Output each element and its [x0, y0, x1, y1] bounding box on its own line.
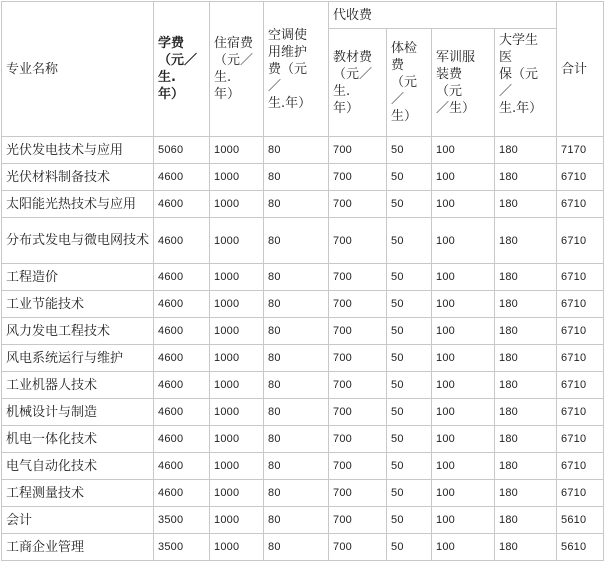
cell-total: 6710	[557, 345, 604, 372]
cell-tuition: 4600	[154, 291, 210, 318]
table-row	[2, 372, 604, 399]
cell-lodging: 1000	[210, 345, 264, 372]
cell-military: 100	[432, 164, 495, 191]
cell-tuition: 4600	[154, 264, 210, 291]
cell-ac: 80	[264, 137, 329, 164]
table-row	[2, 480, 604, 507]
cell-lodging: 1000	[210, 291, 264, 318]
cell-lodging: 1000	[210, 426, 264, 453]
cell-textbook: 700	[329, 345, 387, 372]
cell-textbook: 700	[329, 372, 387, 399]
table-row	[2, 534, 604, 561]
cell-major: 风力发电工程技术	[2, 318, 154, 345]
cell-ac: 80	[264, 453, 329, 480]
cell-lodging: 1000	[210, 372, 264, 399]
cell-physical: 50	[387, 218, 432, 264]
cell-lodging: 1000	[210, 164, 264, 191]
cell-military: 100	[432, 372, 495, 399]
cell-ac: 80	[264, 264, 329, 291]
cell-textbook: 700	[329, 318, 387, 345]
cell-military: 100	[432, 264, 495, 291]
cell-tuition: 4600	[154, 372, 210, 399]
cell-ac: 80	[264, 218, 329, 264]
cell-lodging: 1000	[210, 191, 264, 218]
cell-lodging: 1000	[210, 264, 264, 291]
cell-total: 6710	[557, 480, 604, 507]
cell-major: 工程测量技术	[2, 480, 154, 507]
header-lodging: 住宿费 （元／ 生. 年）	[210, 2, 264, 137]
header-insurance: 大学生 医 保（元 ／ 生.年）	[495, 29, 557, 137]
cell-military: 100	[432, 137, 495, 164]
cell-military: 100	[432, 426, 495, 453]
cell-physical: 50	[387, 399, 432, 426]
cell-ac: 80	[264, 507, 329, 534]
cell-insurance: 180	[495, 453, 557, 480]
cell-physical: 50	[387, 137, 432, 164]
cell-total: 6710	[557, 264, 604, 291]
cell-insurance: 180	[495, 534, 557, 561]
table-row	[2, 453, 604, 480]
cell-major: 工业机器人技术	[2, 372, 154, 399]
cell-major: 工业节能技术	[2, 291, 154, 318]
cell-textbook: 700	[329, 291, 387, 318]
cell-textbook: 700	[329, 399, 387, 426]
cell-tuition: 4600	[154, 426, 210, 453]
cell-lodging: 1000	[210, 399, 264, 426]
cell-textbook: 700	[329, 453, 387, 480]
cell-ac: 80	[264, 426, 329, 453]
cell-military: 100	[432, 534, 495, 561]
cell-lodging: 1000	[210, 534, 264, 561]
header-tuition: 学费 （元／ 生. 年）	[154, 2, 210, 137]
cell-total: 6710	[557, 164, 604, 191]
cell-military: 100	[432, 291, 495, 318]
cell-physical: 50	[387, 507, 432, 534]
cell-major: 机电一体化技术	[2, 426, 154, 453]
cell-total: 6710	[557, 453, 604, 480]
cell-physical: 50	[387, 453, 432, 480]
cell-insurance: 180	[495, 372, 557, 399]
cell-insurance: 180	[495, 264, 557, 291]
cell-physical: 50	[387, 426, 432, 453]
cell-ac: 80	[264, 345, 329, 372]
cell-physical: 50	[387, 372, 432, 399]
table-row	[2, 218, 604, 264]
cell-lodging: 1000	[210, 453, 264, 480]
header-textbook: 教材费 （元／ 生. 年）	[329, 29, 387, 137]
cell-major: 太阳能光热技术与应用	[2, 191, 154, 218]
cell-ac: 80	[264, 399, 329, 426]
cell-textbook: 700	[329, 164, 387, 191]
cell-insurance: 180	[495, 399, 557, 426]
cell-insurance: 180	[495, 507, 557, 534]
cell-ac: 80	[264, 480, 329, 507]
table-row	[2, 264, 604, 291]
cell-major: 工商企业管理	[2, 534, 154, 561]
cell-textbook: 700	[329, 480, 387, 507]
cell-insurance: 180	[495, 137, 557, 164]
header-total: 合计	[557, 2, 604, 137]
cell-insurance: 180	[495, 191, 557, 218]
header-physical: 体检 费 （元 ／ 生）	[387, 29, 432, 137]
table-row	[2, 399, 604, 426]
cell-lodging: 1000	[210, 137, 264, 164]
cell-total: 6710	[557, 426, 604, 453]
cell-tuition: 3500	[154, 507, 210, 534]
table-row	[2, 164, 604, 191]
cell-physical: 50	[387, 164, 432, 191]
cell-tuition: 4600	[154, 399, 210, 426]
cell-total: 6710	[557, 399, 604, 426]
cell-major: 光伏发电技术与应用	[2, 137, 154, 164]
cell-insurance: 180	[495, 291, 557, 318]
cell-ac: 80	[264, 318, 329, 345]
cell-tuition: 4600	[154, 318, 210, 345]
cell-textbook: 700	[329, 191, 387, 218]
cell-military: 100	[432, 399, 495, 426]
table-row	[2, 291, 604, 318]
cell-lodging: 1000	[210, 507, 264, 534]
cell-total: 6710	[557, 318, 604, 345]
cell-tuition: 4600	[154, 345, 210, 372]
cell-insurance: 180	[495, 218, 557, 264]
table-row	[2, 191, 604, 218]
cell-tuition: 4600	[154, 218, 210, 264]
cell-lodging: 1000	[210, 318, 264, 345]
cell-tuition: 4600	[154, 164, 210, 191]
cell-major: 分布式发电与微电网技术	[2, 218, 154, 264]
cell-total: 6710	[557, 218, 604, 264]
cell-ac: 80	[264, 372, 329, 399]
cell-textbook: 700	[329, 507, 387, 534]
cell-lodging: 1000	[210, 480, 264, 507]
cell-physical: 50	[387, 318, 432, 345]
cell-physical: 50	[387, 345, 432, 372]
cell-military: 100	[432, 345, 495, 372]
cell-total: 6710	[557, 191, 604, 218]
cell-military: 100	[432, 318, 495, 345]
cell-textbook: 700	[329, 264, 387, 291]
cell-military: 100	[432, 191, 495, 218]
table-row	[2, 318, 604, 345]
header-row-1	[2, 2, 604, 29]
cell-ac: 80	[264, 164, 329, 191]
cell-textbook: 700	[329, 426, 387, 453]
fee-table	[1, 1, 604, 561]
cell-textbook: 700	[329, 218, 387, 264]
cell-tuition: 4600	[154, 191, 210, 218]
cell-total: 7170	[557, 137, 604, 164]
cell-ac: 80	[264, 291, 329, 318]
cell-insurance: 180	[495, 426, 557, 453]
table-row	[2, 507, 604, 534]
cell-physical: 50	[387, 291, 432, 318]
header-collected-fees: 代收费	[329, 2, 557, 29]
cell-tuition: 4600	[154, 480, 210, 507]
cell-insurance: 180	[495, 164, 557, 191]
cell-tuition: 4600	[154, 453, 210, 480]
cell-textbook: 700	[329, 534, 387, 561]
cell-physical: 50	[387, 264, 432, 291]
cell-ac: 80	[264, 191, 329, 218]
cell-major: 电气自动化技术	[2, 453, 154, 480]
cell-insurance: 180	[495, 480, 557, 507]
header-ac-fee: 空调使 用维护 费（元 ／ 生.年）	[264, 2, 329, 137]
cell-major: 机械设计与制造	[2, 399, 154, 426]
table-row	[2, 426, 604, 453]
header-major: 专业名称	[2, 2, 154, 137]
header-military: 军训服 装费 （元 ／生）	[432, 29, 495, 137]
cell-insurance: 180	[495, 318, 557, 345]
cell-military: 100	[432, 480, 495, 507]
cell-major: 风电系统运行与维护	[2, 345, 154, 372]
cell-major: 工程造价	[2, 264, 154, 291]
cell-military: 100	[432, 453, 495, 480]
cell-lodging: 1000	[210, 218, 264, 264]
table-row	[2, 137, 604, 164]
cell-military: 100	[432, 218, 495, 264]
cell-total: 6710	[557, 291, 604, 318]
cell-military: 100	[432, 507, 495, 534]
cell-total: 6710	[557, 372, 604, 399]
cell-textbook: 700	[329, 137, 387, 164]
cell-major: 光伏材料制备技术	[2, 164, 154, 191]
cell-physical: 50	[387, 191, 432, 218]
cell-physical: 50	[387, 480, 432, 507]
cell-ac: 80	[264, 534, 329, 561]
cell-total: 5610	[557, 534, 604, 561]
cell-tuition: 3500	[154, 534, 210, 561]
cell-tuition: 5060	[154, 137, 210, 164]
cell-total: 5610	[557, 507, 604, 534]
cell-major: 会计	[2, 507, 154, 534]
table-row	[2, 345, 604, 372]
cell-insurance: 180	[495, 345, 557, 372]
cell-physical: 50	[387, 534, 432, 561]
